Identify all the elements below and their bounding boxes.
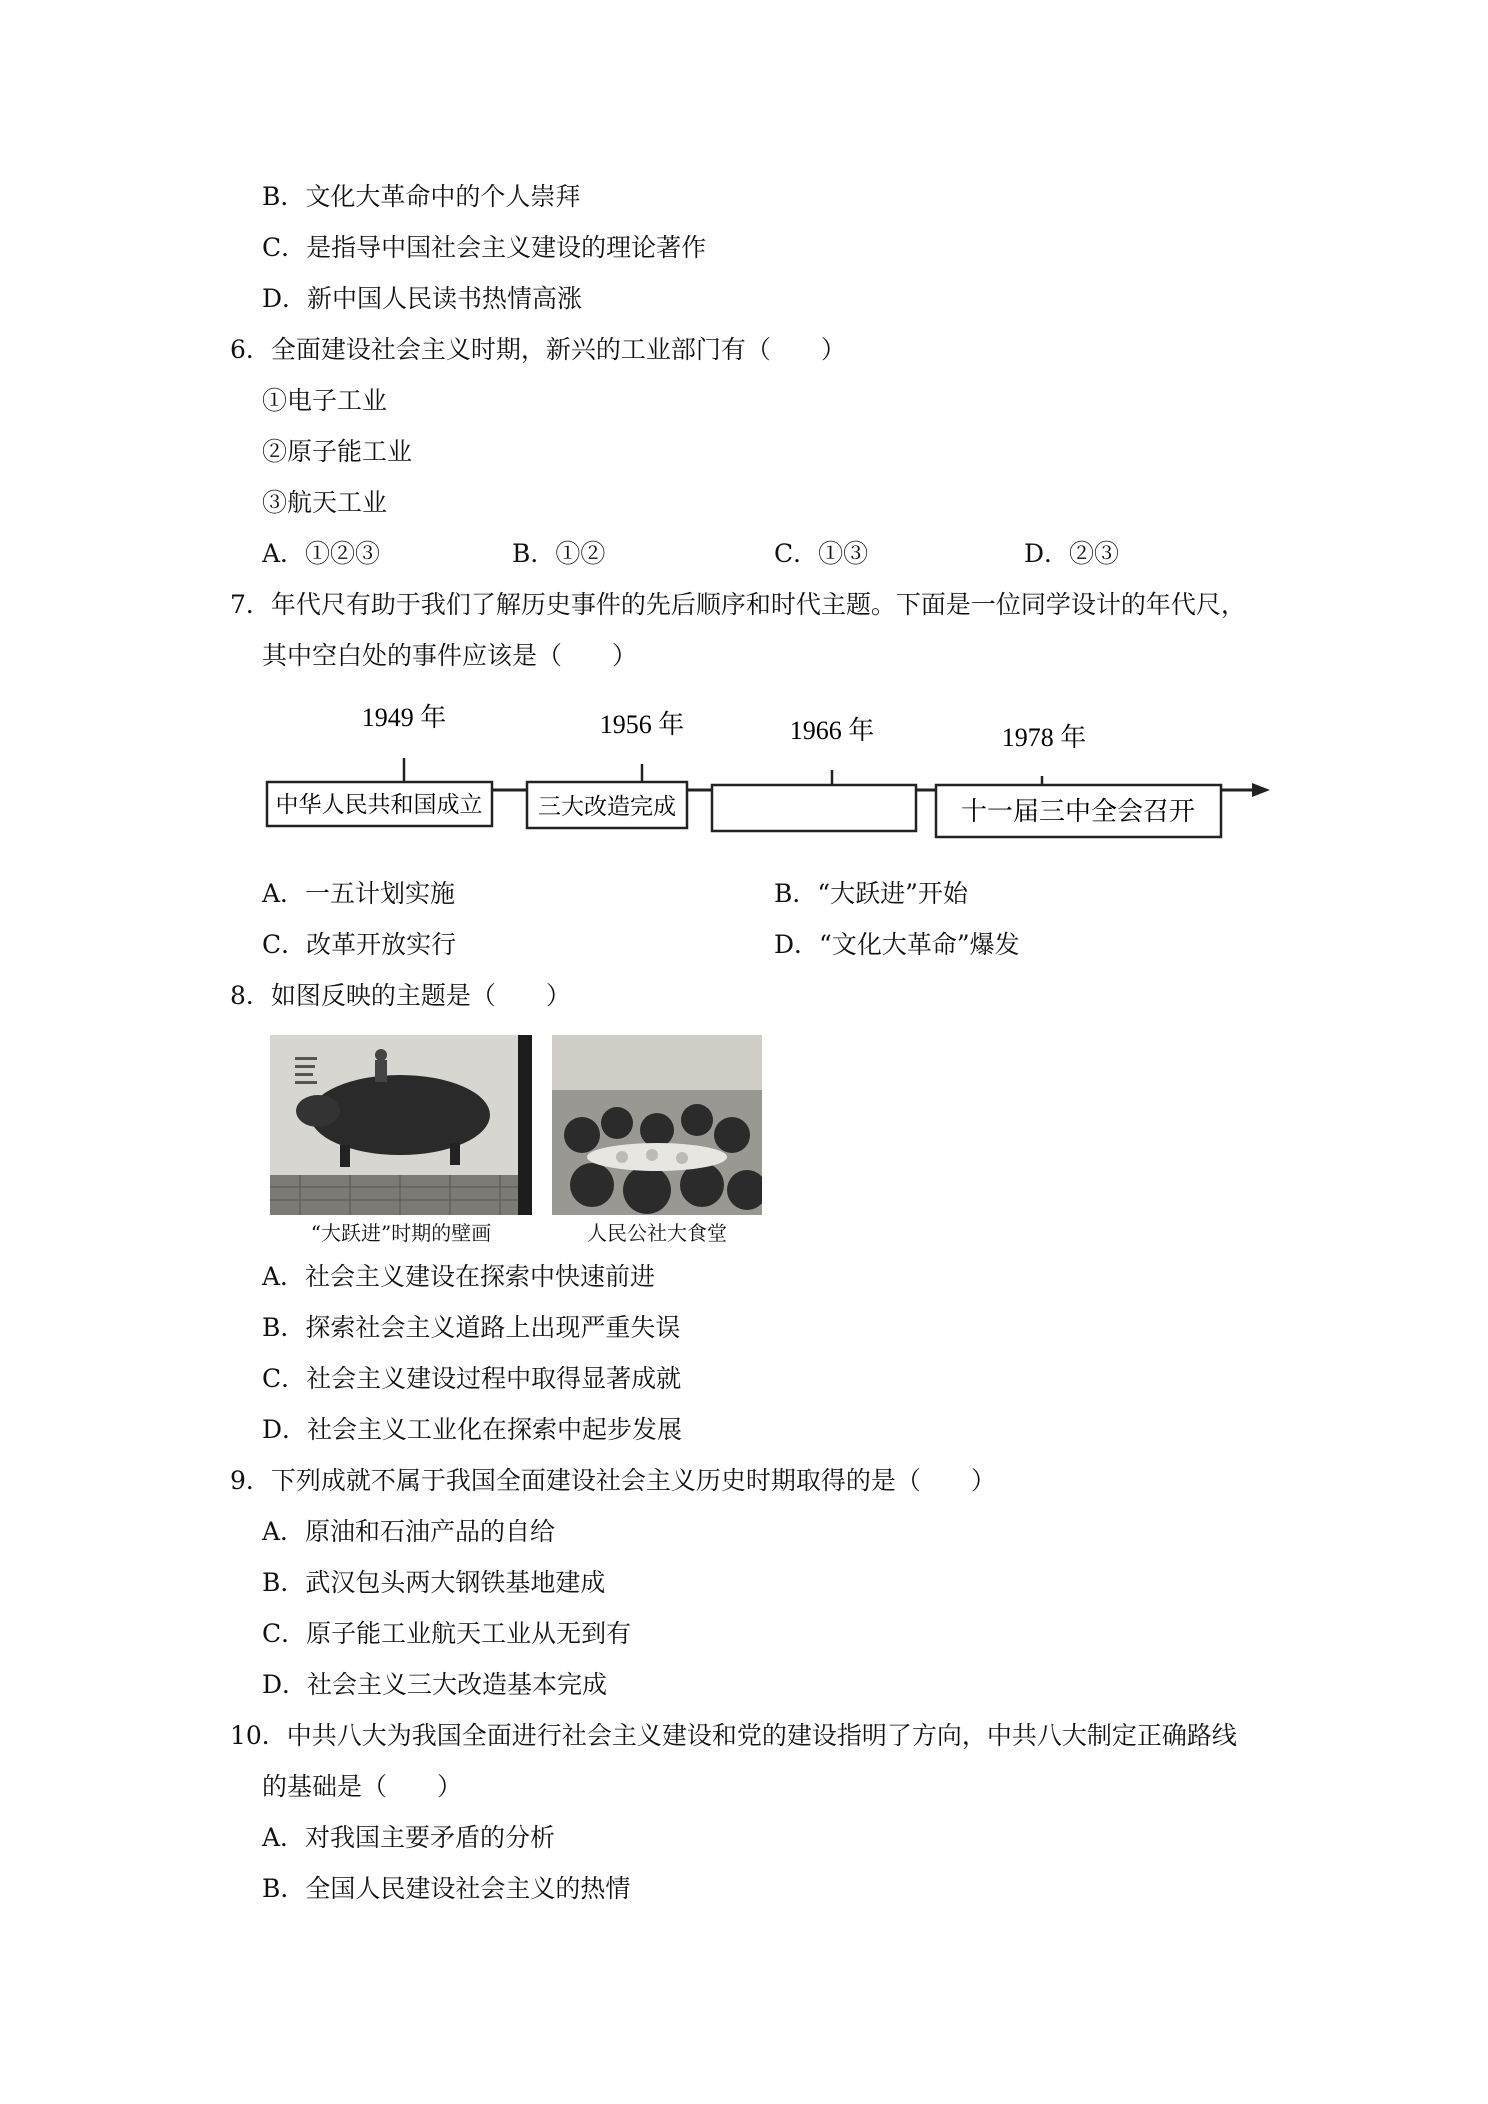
q7-stem-line1: 7．年代尺有助于我们了解历史事件的先后顺序和时代主题。下面是一位同学设计的年代尺， — [230, 590, 1246, 619]
q8-option-a: A．社会主义建设在探索中快速前进 — [262, 1262, 656, 1291]
mural-photo — [270, 1035, 532, 1215]
event-1956: 三大改造完成 — [538, 794, 676, 820]
q8-photos — [270, 1035, 810, 1245]
q9-option-c: C．原子能工业航天工业从无到有 — [262, 1619, 632, 1648]
q9-stem: 9．下列成就不属于我国全面建设社会主义历史时期取得的是（ ） — [230, 1466, 996, 1495]
q7-stem-line2: 其中空白处的事件应该是（ ） — [262, 641, 638, 670]
q6-options-row — [0, 537, 1488, 571]
q8-stem: 8．如图反映的主题是（ ） — [230, 981, 571, 1010]
year-1978: 1978 年 — [1001, 723, 1087, 752]
event-1978: 十一届三中全会召开 — [960, 797, 1196, 827]
q9-option-b: B．武汉包头两大钢铁基地建成 — [262, 1568, 606, 1597]
q7-option-c: C．改革开放实行 — [262, 930, 457, 959]
q7-options-row1 — [0, 877, 1488, 911]
q5-option-d: D．新中国人民读书热情高涨 — [262, 284, 583, 313]
mural-image — [270, 1035, 532, 1215]
year-1949: 1949 年 — [361, 703, 447, 732]
q6-item-2: ②原子能工业 — [262, 437, 413, 466]
q7-options-row2 — [0, 928, 1488, 962]
timeline-svg — [262, 698, 1272, 868]
q8-option-c: C．社会主义建设过程中取得显著成就 — [262, 1364, 682, 1393]
event-box-blank — [712, 785, 916, 831]
q5-option-b: B．文化大革命中的个人崇拜 — [262, 182, 581, 211]
q8-option-d: D．社会主义工业化在探索中起步发展 — [262, 1415, 683, 1444]
q8-option-b: B．探索社会主义道路上出现严重失误 — [262, 1313, 681, 1342]
mural-caption: “大跃进”时期的壁画 — [310, 1221, 492, 1245]
q5-option-c: C．是指导中国社会主义建设的理论著作 — [262, 233, 707, 262]
q10-stem-line2: 的基础是（ ） — [262, 1772, 463, 1801]
q10-option-a: A．对我国主要矛盾的分析 — [262, 1823, 556, 1852]
q6-option-b: B．①② — [512, 539, 606, 568]
canteen-photo — [552, 1035, 762, 1215]
q10-option-b: B．全国人民建设社会主义的热情 — [262, 1874, 631, 1903]
q6-item-1: ①电子工业 — [262, 386, 388, 415]
q9-option-a: A．原油和石油产品的自给 — [262, 1517, 556, 1546]
q9-option-d: D．社会主义三大改造基本完成 — [262, 1670, 608, 1699]
year-1956: 1956 年 — [599, 710, 685, 739]
q6-item-3: ③航天工业 — [262, 488, 388, 517]
year-1966: 1966 年 — [789, 716, 875, 745]
q6-option-d: D．②③ — [1024, 539, 1120, 568]
q6-option-a: A．①②③ — [262, 539, 381, 568]
q6-stem: 6．全面建设社会主义时期，新兴的工业部门有（ ） — [230, 335, 846, 364]
q7-option-b: B．“大跃进”开始 — [774, 879, 968, 908]
q7-option-d: D．“文化大革命”爆发 — [774, 930, 1020, 959]
canteen-image — [552, 1035, 762, 1215]
timeline-arrow — [1252, 783, 1270, 797]
event-1949: 中华人民共和国成立 — [275, 792, 483, 818]
canteen-caption: 人民公社大食堂 — [587, 1221, 727, 1245]
q10-stem-line1: 10．中共八大为我国全面进行社会主义建设和党的建设指明了方向，中共八大制定正确路线 — [230, 1721, 1237, 1750]
q6-option-c: C．①③ — [774, 539, 869, 568]
timeline-figure — [262, 698, 1272, 868]
q7-option-a: A．一五计划实施 — [262, 879, 456, 908]
